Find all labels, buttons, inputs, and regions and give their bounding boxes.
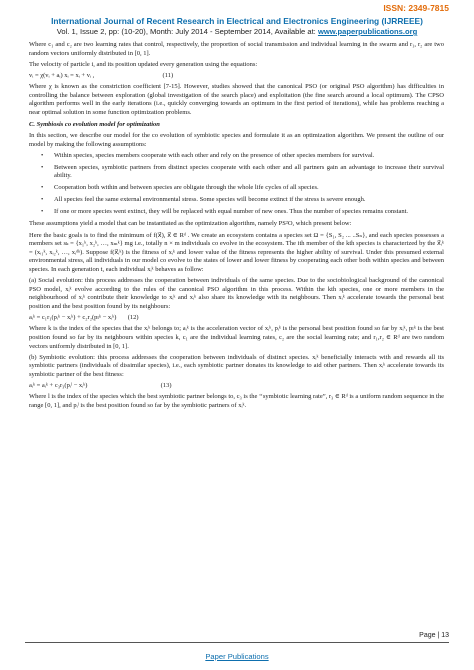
paragraph-acceleration: Where k is the index of the species that the xᵢᵏ belongs to; aᵢᵏ is the acceleration vector of xᵢᵏ, pᵢᵏ is the personal best position found so far by xᵢᵏ, pₗᵏ is the best position found so far by its neighbours within species k, c₁ are the individual learning rates, c₂ are the social learning rate; and r₁,r₂ ∈ Rᵈ are two random vectors uniformly distributed in [0, 1]. xyxy=(29,325,444,350)
paragraph-model-intro: In this section, we describe our model for the co evolution of symbiotic species and formulate it as an optimization algorithm. We present the outline of our model by making the following assumptions: xyxy=(29,132,444,148)
equation-12-body: aᵢᵏ = c₁r₁(pᵢᵏ − xᵢᵏ) + c₂r₂(pₗᵏ − xᵢᵏ) xyxy=(29,314,117,322)
issn-label: ISSN: 2349-7815 xyxy=(383,3,449,13)
page-number: Page | 13 xyxy=(419,632,449,639)
equation-11 xyxy=(29,72,444,81)
paragraph-symbiotic-evolution: (b) Symbiotic evolution: this process addresses the cooperation between individuals of distinct species. xᵢᵏ beneficially interacts with and rewards all its symbiotic partners (individuals of dissimilar species), i.e., each symbiotic partner donates its knowledge to aid other partners. Then xᵢᵏ accelerate towards its symbiotic partner of the best fitness: xyxy=(29,353,444,378)
equation-12-number: (12) xyxy=(127,314,139,322)
list-item: • All species feel the same external environmental stress. Some species will become extinct if the stress is severe enough. xyxy=(54,196,444,205)
footer-divider xyxy=(25,642,449,643)
paragraph-social-evolution: (a) Social evolution: this process addresses the cooperation between individuals of the same species. Due to the sociobiological background of the canonical PSO model, xᵢᵏ evolve according to the rules of the canonical PSO algorithm in this process. Within the kth species, one or more members in the neighbourhood of xᵢᵏ contribute their knowledge to xᵢᵏ and xᵢᵏ also share its knowledge with its neighbours. Then xᵢᵏ accelerate towards the personal best position and the best position found by its neighbours: xyxy=(29,277,444,310)
equation-13-number: (13) xyxy=(160,382,172,390)
paragraph-velocity-intro: The velocity of particle i, and its position updated every generation using the equations: xyxy=(29,60,258,68)
equation-12 xyxy=(29,314,444,323)
paragraph-ps2o: These assumptions yield a model that can be instantiated as the optimization algorithm, namely PS²O, which present below: xyxy=(29,220,352,228)
paragraph-symbiotic-rate: Where l is the index of the species which the best symbiotic partner belongs to, c₃ is the ‘‘symbiotic learning rate”, r₃ ∈ Rᵈ is a uniform random sequence in the range [0, 1], and pᵢˡ is the best position found so far by the symbiotic partners of xᵢᵏ. xyxy=(29,393,444,409)
list-item: • Cooperation both within and between species are obligate through the whole life cycles of all species. xyxy=(54,184,444,193)
equation-11-number: (11) xyxy=(162,71,174,79)
list-item: • Within species, species members cooperate with each other and rely on the presence of other species members for survival. xyxy=(54,152,444,161)
paragraph-ecosystem: Here the basic goals is to find the minimum of f(x⃗), x⃗ ∈ Rᵈ . We create an ecosystem contains a species set Ω = {S₁, S₂ ... ..Sₙ}, and each species possesses a members set sₖ = {x₁ᵏ, x₂ᵏ, …, xₘᵏ} mg i.e., totally n × m individuals co evolve in the ecosystem. The ith member of the kth species is characterized by the x⃗ᵢᵏ = (xᵢ₁ᵏ, xᵢ₂ᵏ, …, xᵢᵈᵏ). Suppose f(x⃗ᵢᵏ) is the fitness of xᵢᵏ and lower value of the fitness represents the higher ability of survival. Under this presumed external environmental stress, all individuals in our model co evolve to the states of lower and lower fitness by cooperating each other both within species and between species. In each generation t, each individual xᵢᵏ behaves as follow: xyxy=(29,231,444,273)
equation-13 xyxy=(29,382,444,391)
volume-text: Vol. 1, Issue 2, pp: (10-20), Month: July 2014 - September 2014, Available at: xyxy=(56,27,316,36)
publisher-link[interactable]: Paper Publications xyxy=(205,652,269,661)
equation-11-body: vᵢ = χ(vᵢ + aᵢ) xᵢ = xᵢ + vᵢ , xyxy=(29,71,95,79)
list-item: • If one or more species went extinct, they will be replaced with equal number of new ones. Thus the number of species remains constant. xyxy=(54,208,444,217)
paragraph-learning-rates: Where c₁ and c₂ are two learning rates that control, respectively, the proportion of social transmission and individual learning in the swarm and r₁, r₂ are two random vectors uniformly distributed in [0, 1]. xyxy=(29,41,444,57)
article-body xyxy=(29,41,444,413)
list-item: • Between species, symbiotic partners from distinct species cooperate with each other and all partners gain an advantage to increase their survival ability. xyxy=(54,164,444,181)
journal-url-link[interactable]: www.paperpublications.org xyxy=(317,27,418,36)
volume-info xyxy=(0,27,474,36)
section-heading-c: C. Symbiosis co evolution model for optimization xyxy=(29,120,160,128)
assumptions-list xyxy=(29,152,444,217)
equation-13-body: aᵢᵏ = aᵢᵏ + c₃r₃(pᵢˡ − xᵢᵏ) xyxy=(29,382,88,390)
journal-title: International Journal of Recent Research in Electrical and Electronics Engineering (IJRREEE) xyxy=(51,16,423,26)
paragraph-constriction: Where χ is known as the constriction coefficient [7-15]. However, studies showed that the canonical PSO (or original PSO algorithm) has difficulties in controlling the balance between exploration (global investigation of the search place) and exploitation (the fine search around a local optimum). The CPSO algorithm performs well in the early iterations (i.e., quickly converging towards an optimum in the first period of iterations), while has problems reaching a near optimal solution in some function optimization problems. xyxy=(29,83,444,116)
